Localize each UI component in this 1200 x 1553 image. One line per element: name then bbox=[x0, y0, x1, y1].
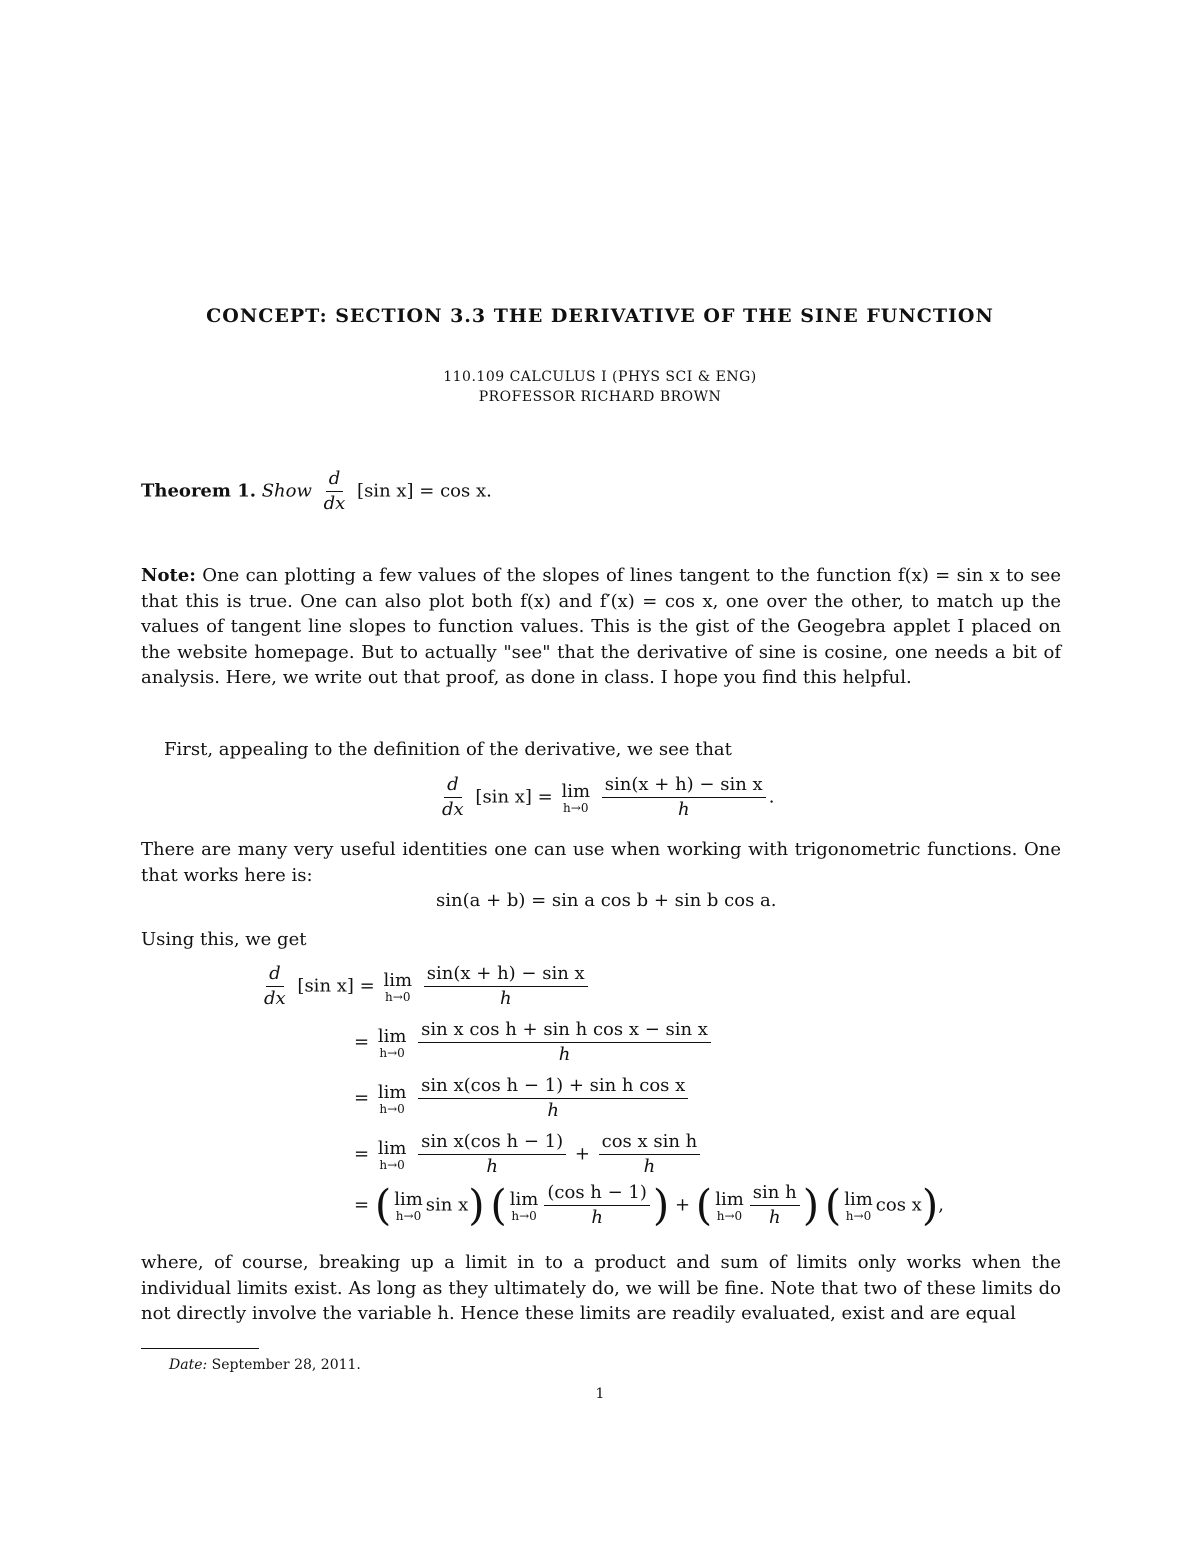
course-name: 110.109 CALCULUS I (PHYS SCI & ENG) bbox=[443, 369, 757, 385]
derivation-line-1: $\frac{d}{dx}$ [sin x] = lim h→0 $\frac{\text{sin(x + h) − sin x}}{h}$ bbox=[258, 963, 591, 1010]
derivation-line-3: = lim h→0 $\frac{\text{sin x(cos h − 1) + sin h cos x}}{h}$ bbox=[354, 1075, 691, 1122]
footnote-rule bbox=[141, 1348, 259, 1349]
identity-equation: sin(a + b) = sin a cos b + sin b cos a. bbox=[436, 890, 777, 911]
theorem-label: Theorem 1. bbox=[141, 480, 256, 502]
where-paragraph: where, of course, breaking up a limit in to a product and sum of limits only works when the individual limits exist. As long as they ultimately do, we will be fine. Note that two of these limits do not directly involve the variable h. Hence these limits are readily evaluated, exist and are equal bbox=[141, 1252, 1061, 1324]
note-text: One can plotting a few values of the slopes of lines tangent to the function f(x) = sin x to see that this is true. One can also plot both f(x) and f′(x) = cos x, one over the other, to match up the values of tangent line slopes to function values. This is the gist of the Geogebra applet I placed on the website homepage. But to actually "see" that the derivative of sine is cosine, one needs a bit of analysis. Here, we write out that proof, as done in class. I hope you find this helpful. bbox=[141, 565, 1061, 688]
note-label: Note: bbox=[141, 565, 196, 586]
theorem bbox=[141, 468, 492, 515]
derivation-line-5: = ( lim h→0 sin x) ( lim h→0 $\frac{\text{(cos h − 1)}}{h}$ ) + ( lim h→0 $\frac{\text{sin h}}{h}$ ) ( lim h→0 cos x), bbox=[354, 1180, 944, 1230]
page-title: CONCEPT: SECTION 3.3 THE DERIVATIVE OF THE SINE FUNCTION bbox=[206, 305, 994, 327]
note-paragraph bbox=[141, 563, 1061, 691]
theorem-statement: [sin x] = cos x. bbox=[357, 480, 492, 502]
using-paragraph: Using this, we get bbox=[141, 929, 307, 950]
theorem-derivative-fraction: $\frac{d}{dx}$ bbox=[323, 468, 346, 514]
theorem-show: Show bbox=[261, 480, 312, 502]
derivation-line-2: = lim h→0 $\frac{\text{sin x cos h + sin h cos x − sin x}}{h}$ bbox=[354, 1019, 714, 1066]
page-number: 1 bbox=[595, 1386, 605, 1402]
identities-paragraph: There are many very useful identities one can use when working with trigonometric functions. One that works here is: bbox=[141, 839, 1061, 886]
professor-name: PROFESSOR RICHARD BROWN bbox=[478, 389, 722, 405]
derivation-line-4: = lim h→0 $\frac{\text{sin x(cos h − 1)}}{h}$ + $\frac{\text{cos x sin h}}{h}$ bbox=[354, 1131, 703, 1178]
first-paragraph: First, appealing to the definition of the derivative, we see that bbox=[164, 739, 732, 760]
footnote-date: Date: September 28, 2011. bbox=[169, 1357, 361, 1373]
definition-equation: $\frac{d}{dx}$ [sin x] = lim h→0 $\frac{\text{sin(x + h) − sin x}}{h}$ . bbox=[442, 774, 775, 820]
